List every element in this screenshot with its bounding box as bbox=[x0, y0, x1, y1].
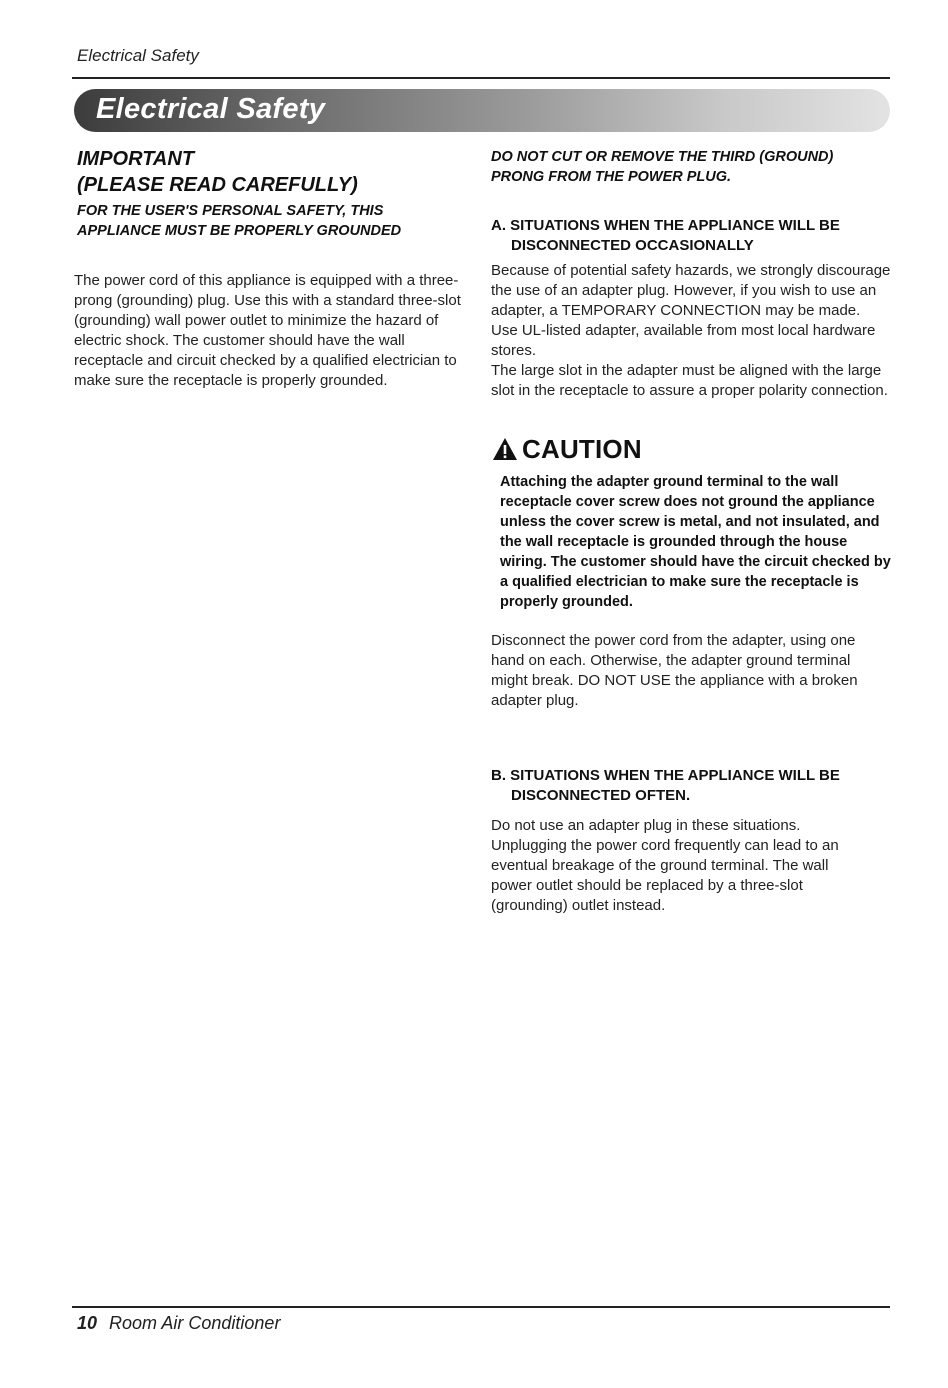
footer-rule bbox=[72, 1306, 890, 1308]
caution-heading bbox=[492, 434, 642, 464]
header-rule bbox=[72, 77, 890, 79]
ground-prong-notice bbox=[491, 147, 891, 187]
section-a-paragraph-1: Because of potential safety hazards, we strongly discourage the use of an adapter plug. However, if you wish to use an adapter, a TEMPORARY CONNECTION may be made. Use UL-listed adapter, available from most local hardware stores. bbox=[491, 262, 891, 359]
grounding-warning-line-1: FOR THE USER'S PERSONAL SAFETY, THIS bbox=[77, 203, 384, 219]
ground-prong-notice-line-2: PRONG FROM THE POWER PLUG. bbox=[491, 169, 732, 185]
important-heading bbox=[77, 146, 358, 198]
section-banner bbox=[74, 89, 890, 132]
banner-title: Electrical Safety bbox=[96, 93, 326, 125]
caution-label: CAUTION bbox=[522, 433, 642, 464]
product-name: Room Air Conditioner bbox=[109, 1313, 281, 1333]
section-a-heading bbox=[491, 216, 891, 256]
important-line-1: IMPORTANT bbox=[77, 148, 195, 170]
section-b-heading-line-2: DISCONNECTED OFTEN. bbox=[511, 787, 691, 804]
section-a-heading-line-2: DISCONNECTED OCCASIONALLY bbox=[511, 237, 754, 254]
section-a-paragraph-2: The large slot in the adapter must be aligned with the large slot in the receptacle to assure a proper polarity connection. bbox=[491, 362, 888, 399]
grounding-warning bbox=[77, 201, 477, 241]
section-b-heading-line-1: B. SITUATIONS WHEN THE APPLIANCE WILL BE bbox=[491, 767, 840, 784]
warning-triangle-icon bbox=[492, 437, 518, 461]
ground-prong-notice-line-1: DO NOT CUT OR REMOVE THE THIRD (GROUND) bbox=[491, 149, 834, 165]
grounding-warning-line-2: APPLIANCE MUST BE PROPERLY GROUNDED bbox=[77, 223, 402, 239]
section-b-heading bbox=[491, 766, 891, 806]
section-a-heading-line-1: A. SITUATIONS WHEN THE APPLIANCE WILL BE bbox=[491, 217, 840, 234]
section-b-paragraph: Do not use an adapter plug in these situations. Unplugging the power cord frequently can lead to an eventual breakage of the ground terminal. The wall power outlet should be replaced by a three-slot (grounding) outlet instead. bbox=[491, 817, 839, 914]
disconnect-paragraph: Disconnect the power cord from the adapter, using one hand on each. Otherwise, the adapter ground terminal might break. DO NOT USE the appliance with a broken adapter plug. bbox=[491, 632, 858, 709]
page-footer bbox=[77, 1313, 280, 1334]
important-line-2: (PLEASE READ CAREFULLY) bbox=[77, 174, 358, 196]
page-number: 10 bbox=[77, 1313, 98, 1333]
page-header-label: Electrical Safety bbox=[77, 46, 199, 65]
caution-body: Attaching the adapter ground terminal to the wall receptacle cover screw does not ground the appliance unless the cover screw is metal, and not insulated, and the wall receptacle is grounded through the house wiring. The customer should have the circuit checked by a qualified electrician to make sure the receptacle is properly grounded. bbox=[500, 474, 891, 610]
power-cord-paragraph: The power cord of this appliance is equipped with a three-prong (grounding) plug. Use this with a standard three-slot (grounding) wall power outlet to minimize the hazard of electric shock. The customer should have the wall receptacle and circuit checked by a qualified electrician to make sure the receptacle is properly grounded. bbox=[74, 272, 461, 389]
